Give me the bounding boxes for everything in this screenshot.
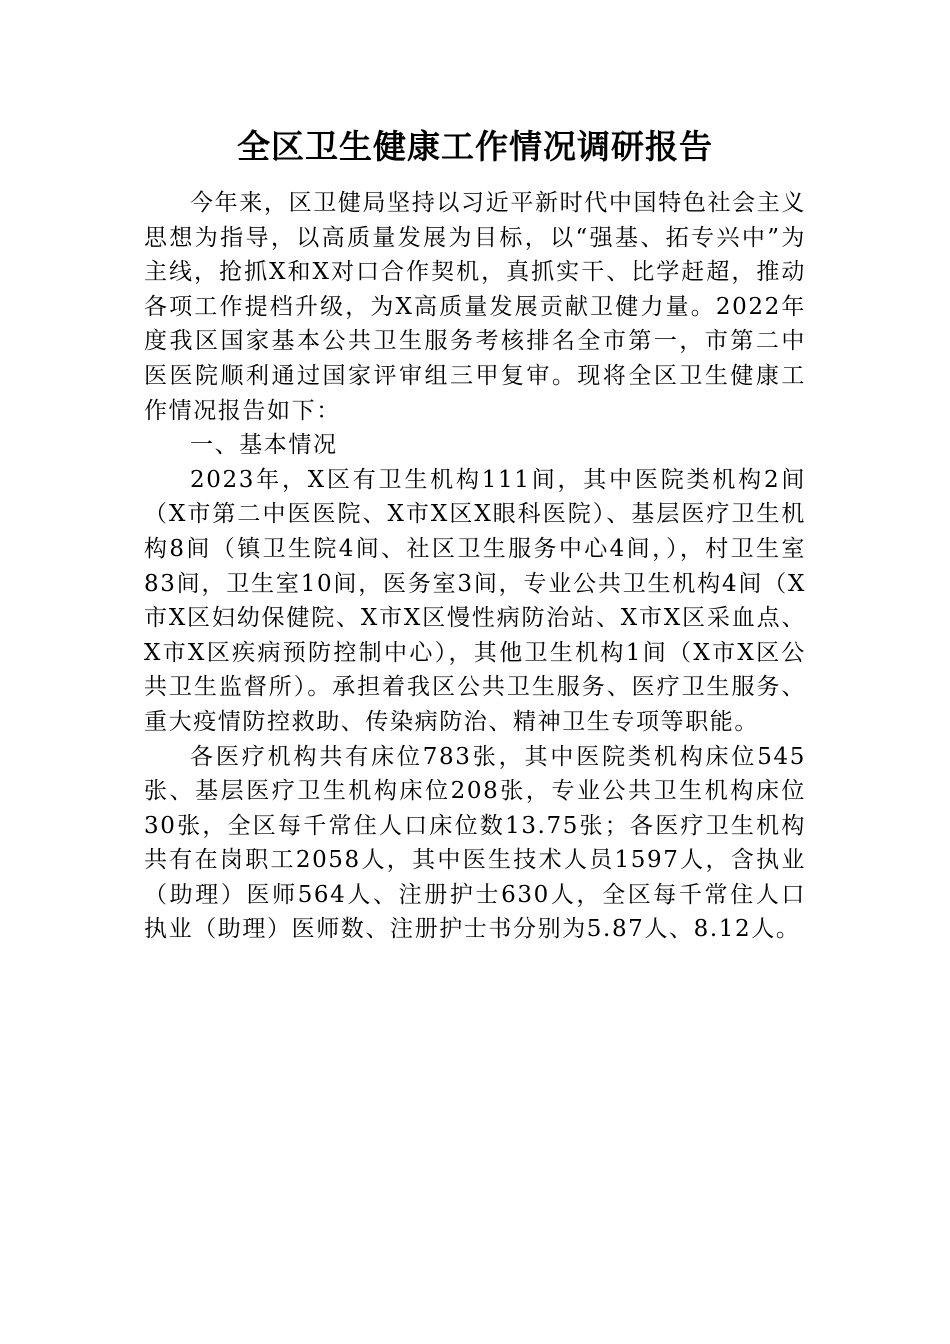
- institutions-paragraph: 2023年，X区有卫生机构111间，其中医院类机构2间（X市第二中医医院、X市X区X眼科医院）、基层医疗卫生机构8间（镇卫生院4间、社区卫生服务中心4间，），村卫生室83间，卫生室10间，医务室3间，专业公共卫生机构4间（X市X区妇幼保健院、X市X区慢性病防治站、X市X区采血点、X市X区疾病预防控制中心），其他卫生机构1间（X市X区公共卫生监督所）。承担着我区公共卫生服务、医疗卫生服务、重大疫情防控救助、传染病防治、精神卫生专项等职能。: [144, 466, 806, 735]
- intro-paragraph: 今年来，区卫健局坚持以习近平新时代中国特色社会主义思想为指导，以高质量发展为目标，以“强基、拓专兴中”为主线，抢抓X和X对口合作契机，真抓实干、比学赶超，推动各项工作提档升级，为X高质量发展贡献卫健力量。2022年度我区国家基本公共卫生服务考核排名全市第一，市第二中医医院顺利通过国家评审组三甲复审。现将全区卫生健康工作情况报告如下：: [144, 190, 806, 424]
- document-title: 全区卫生健康工作情况调研报告: [237, 127, 713, 166]
- beds-staff-paragraph: 各医疗机构共有床位783张，其中医院类机构床位545张、基层医疗卫生机构床位208张，专业公共卫生机构床位30张，全区每千常住人口床位数13.75张；各医疗卫生机构共有在岗职工2058人，其中医生技术人员1597人，含执业（助理）医师564人、注册护士630人，全区每千常住人口执业（助理）医师数、注册护士书分别为5.87人、8.12人。: [144, 743, 806, 943]
- document-body: [144, 186, 806, 947]
- section-heading-basic-situation: 一、基本情况: [190, 432, 338, 459]
